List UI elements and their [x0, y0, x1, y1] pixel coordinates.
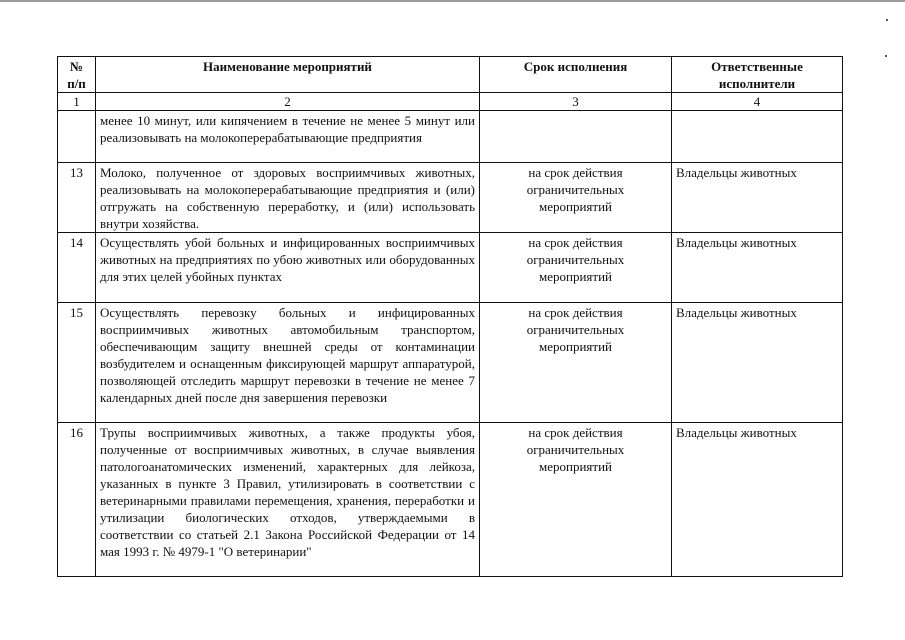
column-number: 1 [58, 93, 96, 111]
deadline-cell: на срок действия ограничительных мероприятий [480, 303, 672, 423]
table-header-row [58, 57, 843, 93]
table-row [58, 303, 843, 423]
row-number: 14 [58, 233, 96, 303]
column-number: 4 [672, 93, 843, 111]
row-number [58, 111, 96, 163]
responsible-cell: Владельцы животных [672, 163, 843, 233]
measure-text: Осуществлять перевозку больных и инфицированных восприимчивых животных автомобильным транспортом, обеспечивающим защиту внешней среды от контаминации возбудителем и оснащенным фиксирующей маршрут аппаратурой, позволяющей отследить маршрут перевозки в течение не менее 7 календарных дней после дня завершения перевозки [96, 303, 480, 423]
table-row [58, 163, 843, 233]
responsible-cell: Владельцы животных [672, 423, 843, 577]
scan-speck [885, 55, 887, 57]
column-number: 3 [480, 93, 672, 111]
header-number: № п/п [58, 57, 96, 93]
column-number: 2 [96, 93, 480, 111]
responsible-cell [672, 111, 843, 163]
table-row [58, 233, 843, 303]
row-number: 13 [58, 163, 96, 233]
responsible-cell: Владельцы животных [672, 303, 843, 423]
deadline-cell: на срок действия ограничительных мероприятий [480, 423, 672, 577]
header-deadline: Срок исполнения [480, 57, 672, 93]
measure-text: Осуществлять убой больных и инфицированных восприимчивых животных на предприятиях по убою животных или оборудованных для этих целей убойных пунктах [96, 233, 480, 303]
header-measure-name: Наименование мероприятий [96, 57, 480, 93]
header-responsible: Ответственные исполнители [672, 57, 843, 93]
column-number-row [58, 93, 843, 111]
responsible-cell: Владельцы животных [672, 233, 843, 303]
row-number: 15 [58, 303, 96, 423]
measures-table [57, 56, 843, 577]
deadline-cell: на срок действия ограничительных мероприятий [480, 163, 672, 233]
measure-text: Молоко, полученное от здоровых восприимчивых животных, реализовывать на молокоперерабатывающие предприятия и (или) отгружать на собственную переработку, и (или) использовать внутри хозяйства. [96, 163, 480, 233]
table-row [58, 111, 843, 163]
row-number: 16 [58, 423, 96, 577]
measure-text: менее 10 минут, или кипячением в течение не менее 5 минут или реализовывать на молокоперерабатывающие предприятия [96, 111, 480, 163]
measure-text: Трупы восприимчивых животных, а также продукты убоя, полученные от восприимчивых животных, в случае выявления патологоанатомических изменений, характерных для лейкоза, указанных в пункте 3 Правил, утилизировать в соответствии с ветеринарными правилами перемещения, хранения, переработки и утилизации биологических отходов, утверждаемыми в соответствии со статьей 2.1 Закона Российской Федерации от 14 мая 1993 г. № 4979-1 "О ветеринарии" [96, 423, 480, 577]
table-row [58, 423, 843, 577]
scan-speck [886, 19, 888, 21]
deadline-cell [480, 111, 672, 163]
scan-top-edge [0, 0, 905, 2]
deadline-cell: на срок действия ограничительных мероприятий [480, 233, 672, 303]
